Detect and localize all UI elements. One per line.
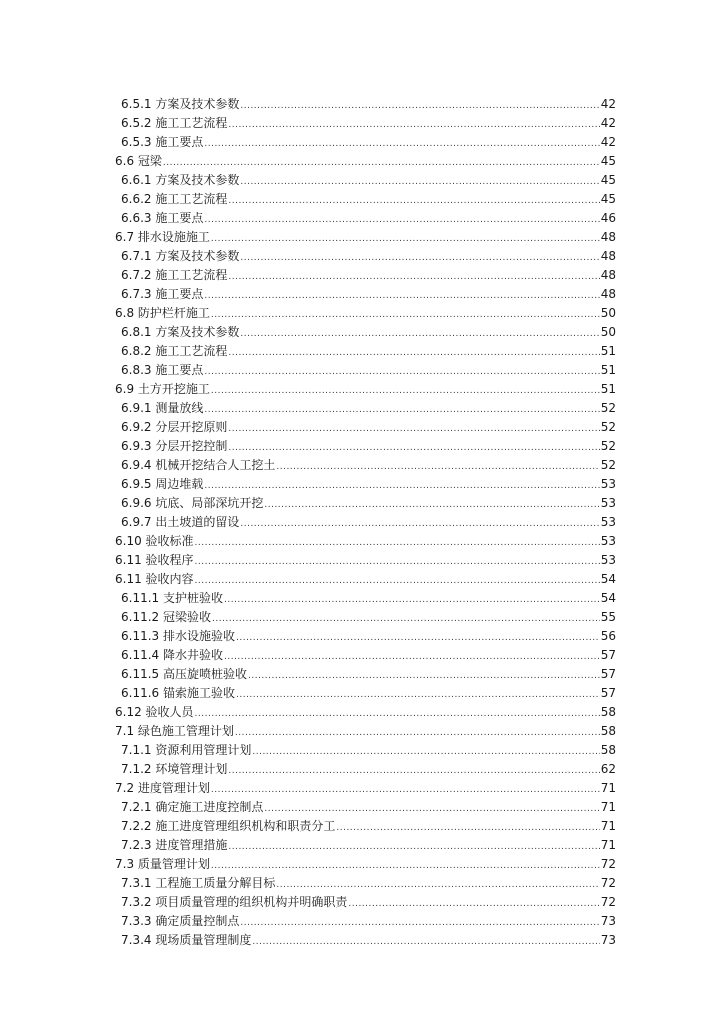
toc-entry[interactable] <box>0 513 724 532</box>
toc-entry-title: 7.3.3 确定质量控制点 <box>121 914 240 928</box>
toc-entry-page-number: 72 <box>600 876 616 890</box>
toc-entry[interactable] <box>0 817 724 836</box>
toc-entry-title: 7.1.2 环境管理计划 <box>121 762 228 776</box>
toc-entry[interactable] <box>0 893 724 912</box>
toc-entry[interactable] <box>0 551 724 570</box>
toc-entry-page-number: 51 <box>600 382 616 396</box>
toc-entry-title: 6.9.1 测量放线 <box>121 401 204 415</box>
toc-entry-page-number: 50 <box>600 306 616 320</box>
toc-entry[interactable] <box>0 798 724 817</box>
toc-entry-title: 6.7.1 方案及技术参数 <box>121 249 240 263</box>
toc-entry[interactable] <box>0 399 724 418</box>
toc-entry[interactable] <box>0 285 724 304</box>
toc-entry-page-number: 48 <box>600 230 616 244</box>
toc-entry-title: 6.8 防护栏杆施工 <box>115 306 210 320</box>
toc-entry-page-number: 56 <box>600 629 616 643</box>
toc-entry-title: 7.3 质量管理计划 <box>115 857 210 871</box>
toc-entry[interactable] <box>0 570 724 589</box>
toc-entry[interactable] <box>0 665 724 684</box>
toc-entry-title: 6.6.2 施工工艺流程 <box>121 192 228 206</box>
toc-entry[interactable] <box>0 456 724 475</box>
toc-entry[interactable] <box>0 855 724 874</box>
dot-leader <box>252 933 599 952</box>
toc-entry-page-number: 73 <box>600 914 616 928</box>
toc-entry-page-number: 52 <box>600 420 616 434</box>
toc-entry-page-number: 52 <box>600 401 616 415</box>
toc-entry-page-number: 71 <box>600 819 616 833</box>
toc-entry-title: 6.8.3 施工要点 <box>121 363 204 377</box>
toc-entry[interactable] <box>0 931 724 950</box>
toc-entry-title: 6.5.3 施工要点 <box>121 135 204 149</box>
toc-entry-title: 6.11.5 高压旋喷桩验收 <box>121 667 247 681</box>
toc-entry-page-number: 58 <box>600 724 616 738</box>
toc-entry-page-number: 62 <box>600 762 616 776</box>
toc-entry-title: 6.11.4 降水井验收 <box>121 648 223 662</box>
toc-entry-page-number: 72 <box>600 857 616 871</box>
toc-entry-page-number: 42 <box>600 116 616 130</box>
toc-entry-title: 6.11.3 排水设施验收 <box>121 629 235 643</box>
toc-entry[interactable] <box>0 741 724 760</box>
toc-entry-page-number: 58 <box>600 705 616 719</box>
toc-entry-title: 6.6.3 施工要点 <box>121 211 204 225</box>
toc-entry-title: 6.11 验收程序 <box>115 553 194 567</box>
toc-entry-title: 6.9.3 分层开挖控制 <box>121 439 228 453</box>
toc-entry-title: 6.6 冠梁 <box>115 154 162 168</box>
toc-entry-title: 6.12 验收人员 <box>115 705 194 719</box>
toc-entry-title: 6.11.6 锚索施工验收 <box>121 686 235 700</box>
toc-entry-page-number: 45 <box>600 192 616 206</box>
toc-entry-title: 6.9 土方开挖施工 <box>115 382 210 396</box>
toc-entry-title: 6.7.3 施工要点 <box>121 287 204 301</box>
toc-entry-title: 6.7 排水设施施工 <box>115 230 210 244</box>
toc-entry-page-number: 52 <box>600 439 616 453</box>
toc-entry[interactable] <box>0 494 724 513</box>
toc-entry-title: 6.11 验收内容 <box>115 572 194 586</box>
toc-entry-page-number: 48 <box>600 268 616 282</box>
toc-entry-page-number: 54 <box>600 572 616 586</box>
toc-entry-page-number: 57 <box>600 686 616 700</box>
toc-entry-title: 7.3.1 工程施工质量分解目标 <box>121 876 276 890</box>
toc-entry-page-number: 53 <box>600 515 616 529</box>
toc-entry[interactable] <box>0 836 724 855</box>
toc-entry[interactable] <box>0 608 724 627</box>
toc-entry-page-number: 57 <box>600 667 616 681</box>
toc-entry-page-number: 51 <box>600 344 616 358</box>
toc-entry-title: 7.3.2 项目质量管理的组织机构并明确职责 <box>121 895 348 909</box>
toc-entry-title: 6.11.2 冠梁验收 <box>121 610 211 624</box>
toc-entry-page-number: 50 <box>600 325 616 339</box>
toc-entry-title: 6.7.2 施工工艺流程 <box>121 268 228 282</box>
toc-entry-page-number: 72 <box>600 895 616 909</box>
toc-entry[interactable] <box>0 912 724 931</box>
toc-entry[interactable] <box>0 646 724 665</box>
toc-entry[interactable] <box>0 779 724 798</box>
toc-entry-page-number: 45 <box>600 154 616 168</box>
toc-entry-title: 6.8.1 方案及技术参数 <box>121 325 240 339</box>
toc-entry[interactable] <box>0 418 724 437</box>
toc-entry-title: 7.2.3 进度管理措施 <box>121 838 228 852</box>
toc-entry[interactable] <box>0 190 724 209</box>
toc-entry-title: 7.2 进度管理计划 <box>115 781 210 795</box>
toc-entry[interactable] <box>0 437 724 456</box>
toc-entry-page-number: 73 <box>600 933 616 947</box>
toc-entry[interactable] <box>0 304 724 323</box>
toc-entry-page-number: 53 <box>600 477 616 491</box>
toc-entry-page-number: 71 <box>600 800 616 814</box>
toc-entry-title: 6.5.2 施工工艺流程 <box>121 116 228 130</box>
toc-entry[interactable] <box>0 152 724 171</box>
toc-entry[interactable] <box>0 380 724 399</box>
toc-entry[interactable] <box>0 703 724 722</box>
toc-entry-title: 6.6.1 方案及技术参数 <box>121 173 240 187</box>
toc-entry-title: 6.9.5 周边堆载 <box>121 477 204 491</box>
toc-entry-title: 6.8.2 施工工艺流程 <box>121 344 228 358</box>
toc-entry-title: 6.9.4 机械开挖结合人工挖土 <box>121 458 276 472</box>
toc-entry[interactable] <box>0 133 724 152</box>
toc-entry-page-number: 55 <box>600 610 616 624</box>
toc-entry-title: 6.9.6 坑底、局部深坑开挖 <box>121 496 264 510</box>
toc-entry-page-number: 46 <box>600 211 616 225</box>
toc-entry-title: 6.9.7 出土坡道的留设 <box>121 515 240 529</box>
toc-entry-title: 7.3.4 现场质量管理制度 <box>121 933 252 947</box>
toc-entry[interactable] <box>0 114 724 133</box>
toc-entry-page-number: 48 <box>600 249 616 263</box>
toc-entry-page-number: 71 <box>600 838 616 852</box>
toc-entry-title: 7.1.1 资源利用管理计划 <box>121 743 252 757</box>
toc-entry-title: 7.2.1 确定施工进度控制点 <box>121 800 264 814</box>
table-of-contents <box>0 95 724 950</box>
toc-entry-page-number: 71 <box>600 781 616 795</box>
toc-entry-page-number: 48 <box>600 287 616 301</box>
toc-entry-page-number: 42 <box>600 97 616 111</box>
toc-entry-title: 6.9.2 分层开挖原则 <box>121 420 228 434</box>
toc-entry[interactable] <box>0 171 724 190</box>
toc-entry[interactable] <box>0 684 724 703</box>
toc-entry-page-number: 45 <box>600 173 616 187</box>
toc-entry-page-number: 52 <box>600 458 616 472</box>
toc-entry-title: 6.10 验收标准 <box>115 534 194 548</box>
toc-entry[interactable] <box>0 760 724 779</box>
toc-entry-title: 7.2.2 施工进度管理组织机构和职责分工 <box>121 819 336 833</box>
toc-entry-title: 6.11.1 支护桩验收 <box>121 591 223 605</box>
toc-entry-page-number: 57 <box>600 648 616 662</box>
toc-entry[interactable] <box>0 209 724 228</box>
toc-entry[interactable] <box>0 475 724 494</box>
toc-entry[interactable] <box>0 874 724 893</box>
toc-entry-title: 6.5.1 方案及技术参数 <box>121 97 240 111</box>
toc-entry[interactable] <box>0 95 724 114</box>
toc-entry-title: 7.1 绿色施工管理计划 <box>115 724 234 738</box>
toc-entry[interactable] <box>0 228 724 247</box>
toc-entry[interactable] <box>0 266 724 285</box>
toc-entry-page-number: 53 <box>600 553 616 567</box>
toc-entry[interactable] <box>0 722 724 741</box>
toc-entry-page-number: 53 <box>600 496 616 510</box>
toc-entry-page-number: 54 <box>600 591 616 605</box>
toc-entry-page-number: 51 <box>600 363 616 377</box>
toc-entry[interactable] <box>0 361 724 380</box>
toc-entry[interactable] <box>0 342 724 361</box>
toc-entry-page-number: 42 <box>600 135 616 149</box>
toc-entry-page-number: 58 <box>600 743 616 757</box>
toc-entry-page-number: 53 <box>600 534 616 548</box>
toc-entry[interactable] <box>0 532 724 551</box>
toc-entry[interactable] <box>0 627 724 646</box>
toc-entry[interactable] <box>0 247 724 266</box>
toc-entry[interactable] <box>0 323 724 342</box>
toc-entry[interactable] <box>0 589 724 608</box>
